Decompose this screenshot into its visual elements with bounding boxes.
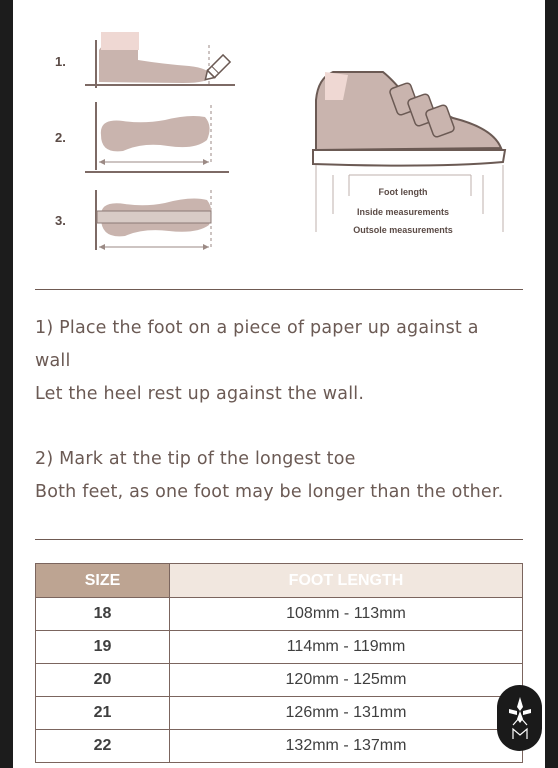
instruction-description: Let the heel rest up against the wall. bbox=[35, 384, 365, 404]
table-header-row bbox=[36, 564, 523, 598]
size-table bbox=[35, 563, 523, 763]
length-cell: 120mm - 125mm bbox=[170, 664, 523, 697]
footprint-ruler-drawing bbox=[96, 190, 212, 250]
table-row bbox=[36, 664, 523, 697]
instruction-title: 1) Place the foot on a piece of paper up against a wall bbox=[35, 318, 479, 371]
table-row bbox=[36, 631, 523, 664]
length-cell: 114mm - 119mm bbox=[170, 631, 523, 664]
instruction-description: Both feet, as one foot may be longer than the other. bbox=[35, 482, 504, 502]
length-cell: 126mm - 131mm bbox=[170, 697, 523, 730]
brand-logo-icon bbox=[505, 695, 535, 741]
page-content bbox=[13, 0, 545, 768]
divider-bottom bbox=[35, 539, 523, 540]
size-cell: 21 bbox=[36, 697, 170, 730]
label-outsole-measurements: Outsole measurements bbox=[353, 225, 453, 235]
table-row bbox=[36, 598, 523, 631]
divider-top bbox=[35, 289, 523, 290]
size-cell: 19 bbox=[36, 631, 170, 664]
header-foot-length: FOOT LENGTH bbox=[170, 564, 523, 598]
header-size: SIZE bbox=[36, 564, 170, 598]
brand-floating-button[interactable] bbox=[497, 685, 542, 751]
step-number-1: 1. bbox=[55, 54, 66, 69]
pencil-icon bbox=[202, 55, 230, 83]
foot-side-drawing bbox=[85, 32, 235, 88]
instruction-step-1 bbox=[35, 312, 505, 410]
size-cell: 22 bbox=[36, 730, 170, 763]
footprint-drawing bbox=[85, 102, 229, 172]
label-foot-length: Foot length bbox=[378, 187, 428, 197]
measurement-illustration bbox=[13, 0, 545, 270]
step-number-3: 3. bbox=[55, 213, 66, 228]
left-edge bbox=[0, 0, 13, 768]
length-cell: 132mm - 137mm bbox=[170, 730, 523, 763]
instruction-title: 2) Mark at the tip of the longest toe bbox=[35, 449, 356, 469]
instruction-step-2 bbox=[35, 443, 505, 508]
length-cell: 108mm - 113mm bbox=[170, 598, 523, 631]
table-row bbox=[36, 730, 523, 763]
label-inside-measurements: Inside measurements bbox=[356, 207, 450, 217]
table-row bbox=[36, 697, 523, 730]
step-number-2: 2. bbox=[55, 130, 66, 145]
right-edge bbox=[545, 0, 558, 768]
size-cell: 20 bbox=[36, 664, 170, 697]
size-cell: 18 bbox=[36, 598, 170, 631]
